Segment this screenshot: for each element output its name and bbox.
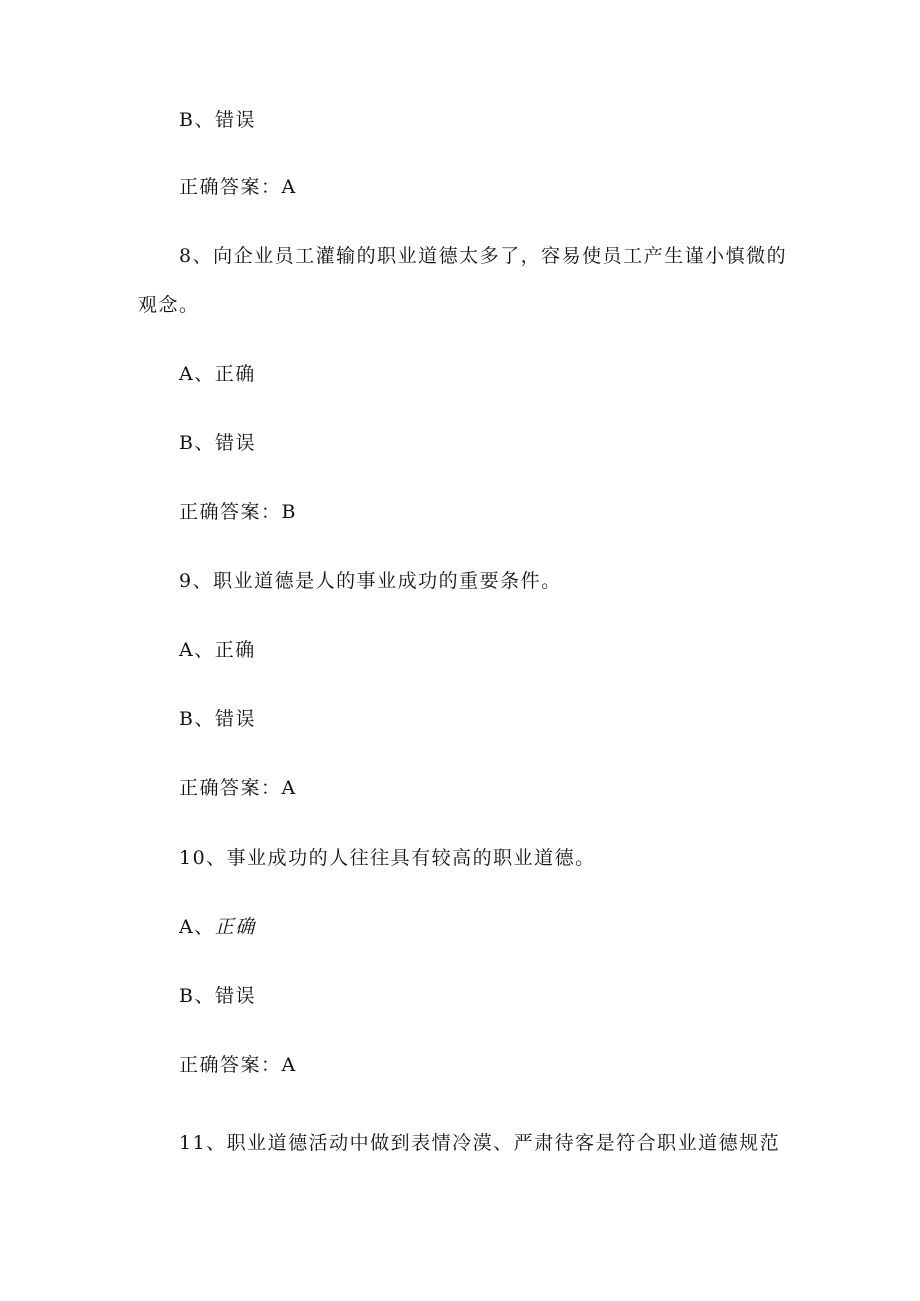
q8-option-a: A、正确: [179, 363, 256, 385]
q9-option-b: B、错误: [179, 708, 256, 730]
q9-answer: 正确答案：A: [179, 777, 297, 799]
q7-answer: 正确答案：A: [179, 176, 297, 198]
q8-stem-line2: 观念。: [138, 294, 200, 316]
q8-stem-line1: 8、向企业员工灌输的职业道德太多了，容易使员工产生谨小慎微的: [179, 245, 788, 267]
q8-answer: 正确答案：B: [179, 501, 297, 523]
q10-option-a-prefix: A、: [179, 916, 215, 938]
q10-option-b: B、错误: [179, 985, 256, 1007]
q10-option-a: [179, 915, 256, 939]
q10-stem: 10、事业成功的人往往具有较高的职业道德。: [179, 847, 596, 869]
q10-option-a-text: 正确: [214, 916, 256, 938]
q10-answer: 正确答案：A: [179, 1054, 297, 1076]
q9-option-a: A、正确: [179, 639, 256, 661]
q11-stem-line1: 11、职业道德活动中做到表情冷漠、严肃待客是符合职业道德规范: [179, 1132, 781, 1154]
q8-option-b: B、错误: [179, 432, 256, 454]
q7-option-b: B、错误: [179, 109, 256, 131]
q9-stem: 9、职业道德是人的事业成功的重要条件。: [179, 570, 562, 592]
